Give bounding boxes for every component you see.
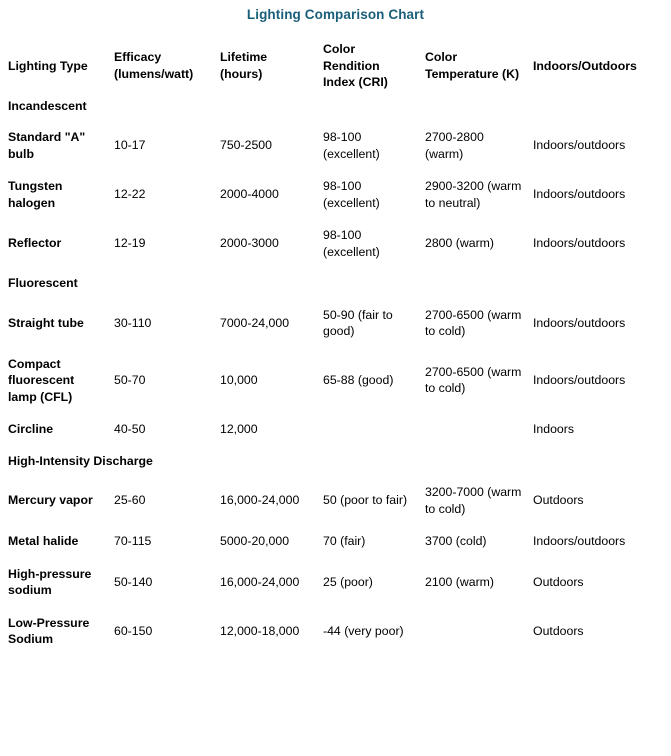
cell-value: -44 (very poor) (323, 623, 404, 638)
cell-value: 60-150 (114, 623, 153, 638)
table-cell (107, 219, 214, 268)
cell-value: 10-17 (114, 138, 146, 153)
table-row (0, 348, 671, 414)
cell-value: 2700-6500 (warm to cold) (425, 364, 522, 396)
cell-value: 12,000 (220, 422, 258, 436)
table-header-row (0, 41, 671, 91)
cell-value: 65-88 (good) (323, 373, 394, 387)
table-cell (214, 219, 318, 268)
table-row (0, 558, 671, 607)
section-heading-cell (0, 268, 671, 299)
cell-value: 3200-7000 (warm to cold) (425, 485, 522, 516)
table-cell (529, 476, 671, 525)
column-header-efficacy (107, 41, 214, 91)
table-cell (318, 299, 420, 348)
cell-value: 2700-2800 (warm) (425, 130, 484, 161)
cell-value: 25 (poor) (323, 574, 373, 589)
cell-value: 7000-24,000 (220, 315, 290, 330)
cell-value: 50-90 (fair to good) (323, 307, 393, 338)
cell-value: 5000-20,000 (220, 534, 290, 548)
cell-value: 2900-3200 (warm to neutral) (425, 179, 522, 210)
cell-value: Indoors/outdoors (533, 373, 626, 387)
table-row (0, 219, 671, 268)
column-header-label: Color Temperature (K) (425, 50, 520, 81)
table-cell (214, 348, 318, 414)
row-label: Mercury vapor (8, 493, 93, 508)
cell-value: 12,000-18,000 (220, 623, 300, 638)
table-cell (420, 299, 529, 348)
cell-value: 16,000-24,000 (220, 574, 300, 589)
table-cell (214, 170, 318, 219)
table-cell (107, 121, 214, 170)
column-header-label: Lifetime (hours) (220, 50, 268, 81)
table-cell (420, 558, 529, 607)
table-cell (214, 476, 318, 525)
row-label: Straight tube (8, 315, 84, 330)
row-label: Circline (8, 422, 54, 436)
table-row (0, 170, 671, 219)
table-cell (318, 525, 420, 558)
cell-value: 70 (fair) (323, 534, 366, 548)
table-cell (420, 121, 529, 170)
row-label-cell (0, 413, 107, 446)
table-section-row (0, 268, 671, 299)
section-heading-cell (0, 446, 671, 477)
table-cell (214, 413, 318, 446)
column-header-color-temperature (420, 41, 529, 91)
cell-value: Outdoors (533, 574, 584, 589)
table-cell (107, 607, 214, 656)
table-cell (214, 558, 318, 607)
cell-value: 50-70 (114, 373, 146, 387)
row-label: Reflector (8, 236, 62, 251)
table-cell (318, 348, 420, 414)
cell-value: Indoors (533, 422, 575, 436)
table-cell (529, 219, 671, 268)
table-cell (214, 121, 318, 170)
row-label: Tungsten halogen (8, 179, 63, 210)
table-cell (420, 476, 529, 525)
column-header-indoors-outdoors (529, 41, 671, 91)
cell-value: 25-60 (114, 493, 146, 508)
table-row (0, 413, 671, 446)
cell-value: Outdoors (533, 623, 584, 638)
column-header-color-rendition-index (318, 41, 420, 91)
cell-value: 12-19 (114, 236, 146, 251)
row-label: Standard "A" bulb (8, 130, 86, 161)
table-cell (318, 558, 420, 607)
table-row (0, 525, 671, 558)
table-cell (107, 476, 214, 525)
row-label-cell (0, 476, 107, 525)
cell-value: 98-100 (excellent) (323, 228, 380, 259)
lighting-comparison-table (0, 41, 671, 656)
table-cell (529, 348, 671, 414)
table-cell (420, 219, 529, 268)
cell-value: 2000-4000 (220, 187, 279, 202)
row-label: High-pressure sodium (8, 566, 92, 597)
table-row (0, 476, 671, 525)
table-cell (107, 299, 214, 348)
row-label: Low-Pressure Sodium (8, 615, 90, 646)
cell-value: 40-50 (114, 422, 146, 436)
table-cell (318, 607, 420, 656)
table-cell (420, 525, 529, 558)
row-label: Metal halide (8, 534, 79, 548)
cell-value: 16,000-24,000 (220, 493, 300, 508)
table-cell (214, 299, 318, 348)
table-body (0, 91, 671, 656)
cell-value: 2100 (warm) (425, 574, 495, 589)
table-cell (529, 121, 671, 170)
table-section-row (0, 446, 671, 477)
table-cell (318, 121, 420, 170)
cell-value: 50 (poor to fair) (323, 493, 408, 508)
row-label-cell (0, 121, 107, 170)
row-label-cell (0, 607, 107, 656)
column-header-label: Color Rendition Index (CRI) (323, 42, 388, 89)
page-title: Lighting Comparison Chart (246, 7, 425, 22)
cell-value: 70-115 (114, 534, 152, 548)
cell-value: Indoors/outdoors (533, 187, 626, 202)
table-cell (318, 219, 420, 268)
table-cell (529, 299, 671, 348)
section-heading-label: High-Intensity Discharge (8, 453, 153, 468)
cell-value: Outdoors (533, 493, 584, 508)
table-cell (318, 413, 420, 446)
table-cell (529, 558, 671, 607)
cell-value: Indoors/outdoors (533, 315, 626, 330)
column-header-lifetime (214, 41, 318, 91)
cell-value: 2700-6500 (warm to cold) (425, 307, 522, 338)
table-header (0, 41, 671, 91)
cell-value: 98-100 (excellent) (323, 130, 380, 161)
table-cell (529, 413, 671, 446)
table-cell (107, 170, 214, 219)
table-cell (107, 413, 214, 446)
section-heading-cell (0, 91, 671, 122)
column-header-label: Efficacy (lumens/watt) (114, 50, 194, 81)
section-heading-label: Fluorescent (8, 276, 78, 290)
column-header-lighting-type (0, 41, 107, 91)
table-cell (214, 525, 318, 558)
table-cell (107, 525, 214, 558)
table-cell (420, 348, 529, 414)
cell-value: 50-140 (114, 574, 153, 589)
row-label-cell (0, 299, 107, 348)
table-cell (420, 170, 529, 219)
cell-value: 98-100 (excellent) (323, 179, 380, 210)
table-row (0, 299, 671, 348)
table-cell (318, 170, 420, 219)
table-cell (529, 525, 671, 558)
cell-value: 12-22 (114, 187, 146, 202)
table-cell (529, 170, 671, 219)
section-heading-label: Incandescent (8, 98, 87, 113)
cell-value: 30-110 (114, 315, 152, 330)
row-label-cell (0, 348, 107, 414)
row-label-cell (0, 219, 107, 268)
table-section-row (0, 91, 671, 122)
cell-value: 10,000 (220, 373, 258, 387)
cell-value: 2800 (warm) (425, 236, 495, 251)
cell-value: Indoors/outdoors (533, 138, 626, 153)
table-cell (420, 413, 529, 446)
table-cell (529, 607, 671, 656)
row-label-cell (0, 558, 107, 607)
column-header-label: Indoors/Outdoors (533, 58, 637, 73)
table-cell (107, 558, 214, 607)
table-cell (214, 607, 318, 656)
row-label: Compact fluorescent lamp (CFL) (8, 356, 75, 404)
table-cell (318, 476, 420, 525)
table-cell (420, 607, 529, 656)
table-cell (107, 348, 214, 414)
cell-value: 3700 (cold) (425, 534, 487, 548)
cell-value: Indoors/outdoors (533, 236, 626, 251)
cell-value: 2000-3000 (220, 236, 279, 251)
table-row (0, 607, 671, 656)
row-label-cell (0, 525, 107, 558)
cell-value: Indoors/outdoors (533, 534, 626, 548)
row-label-cell (0, 170, 107, 219)
cell-value: 750-2500 (220, 138, 272, 153)
table-row (0, 121, 671, 170)
column-header-label: Lighting Type (8, 58, 88, 73)
